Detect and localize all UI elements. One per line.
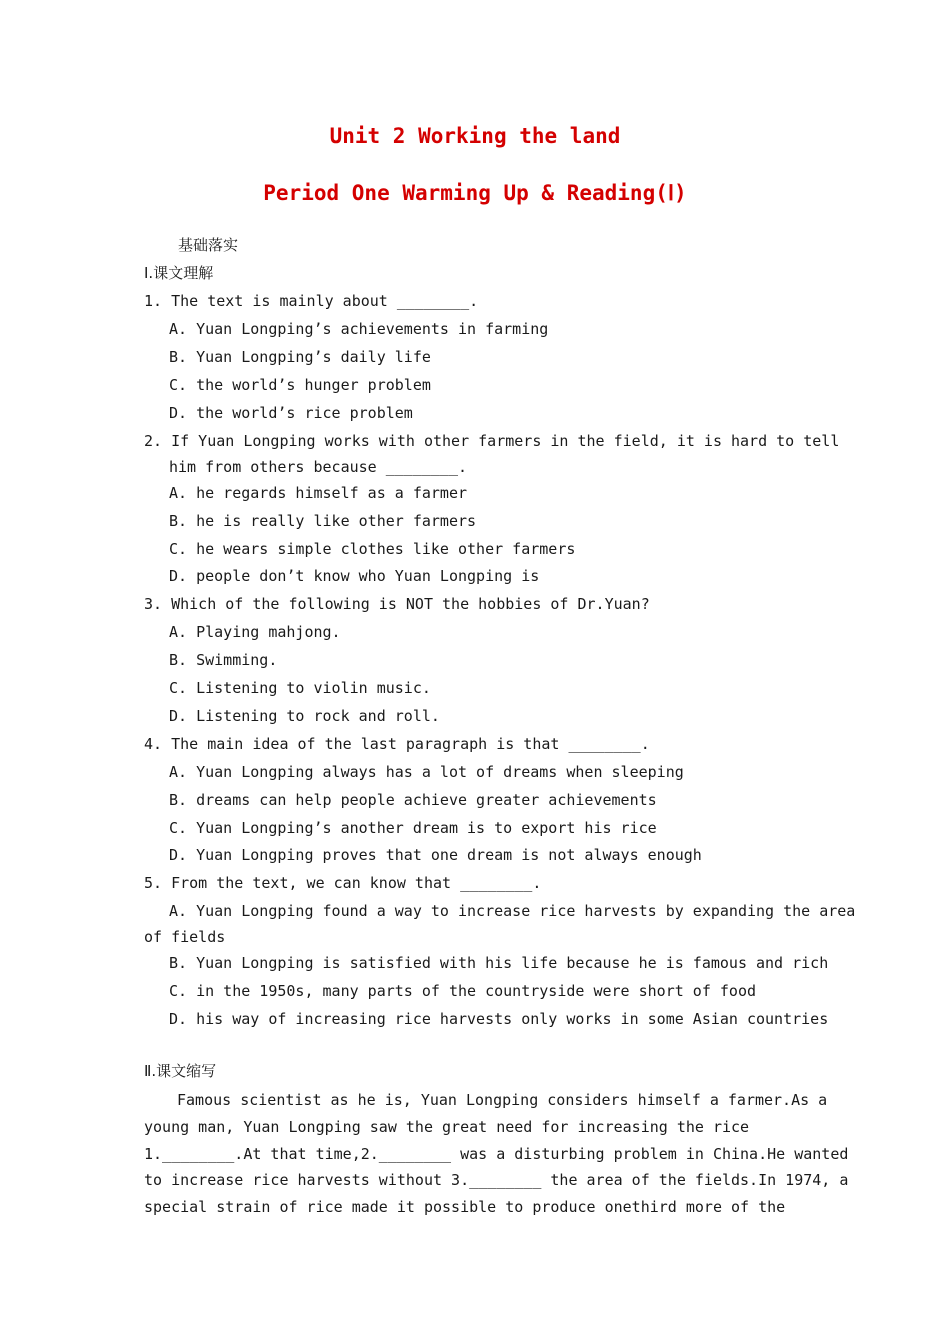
answer-option: D. Listening to rock and roll. xyxy=(169,707,440,725)
answer-option: A. Yuan Longping found a way to increase rice harvests by expanding the area xyxy=(169,902,856,920)
question-stem: 4. The main idea of the last paragraph is that ________. xyxy=(144,735,650,753)
answer-option: C. he wears simple clothes like other farmers xyxy=(169,540,576,558)
answer-option: D. Yuan Longping proves that one dream is not always enough xyxy=(169,846,702,864)
answer-option: B. dreams can help people achieve greater achievements xyxy=(169,791,657,809)
answer-option: D. the world’s rice problem xyxy=(169,404,413,422)
question-stem: 3. Which of the following is NOT the hobbies of Dr.Yuan? xyxy=(144,595,650,613)
summary-line: to increase rice harvests without 3.________ the area of the fields.In 1974, a xyxy=(144,1171,849,1189)
answer-option: D. people don’t know who Yuan Longping is xyxy=(169,567,540,585)
answer-option-continued: of fields xyxy=(144,928,226,946)
answer-option: D. his way of increasing rice harvests only works in some Asian countries xyxy=(169,1010,829,1028)
question-stem: 2. If Yuan Longping works with other farmers in the field, it is hard to tell xyxy=(144,432,840,450)
answer-option: B. Yuan Longping’s daily life xyxy=(169,348,431,366)
answer-option: B. he is really like other farmers xyxy=(169,512,477,530)
answer-option: A. he regards himself as a farmer xyxy=(169,484,468,502)
page-subtitle: Period One Warming Up & Reading(Ⅰ) xyxy=(263,181,687,205)
summary-line: young man, Yuan Longping saw the great need for increasing the rice xyxy=(144,1118,750,1136)
summary-line: special strain of rice made it possible to produce onethird more of the xyxy=(144,1198,786,1216)
section1-heading: Ⅰ.课文理解 xyxy=(144,264,214,282)
answer-option: B. Swimming. xyxy=(169,651,278,669)
answer-option: A. Playing mahjong. xyxy=(169,623,341,641)
answer-option: C. the world’s hunger problem xyxy=(169,376,431,394)
answer-option: C. Listening to violin music. xyxy=(169,679,431,697)
answer-option: A. Yuan Longping’s achievements in farming xyxy=(169,320,549,338)
answer-option: A. Yuan Longping always has a lot of dreams when sleeping xyxy=(169,763,684,781)
question-stem: 5. From the text, we can know that ________. xyxy=(144,874,542,892)
answer-option: C. in the 1950s, many parts of the countryside were short of food xyxy=(169,982,756,1000)
page-title: Unit 2 Working the land xyxy=(329,124,621,148)
question-stem: 1. The text is mainly about ________. xyxy=(144,292,479,310)
question-stem-continued: him from others because ________. xyxy=(169,458,468,476)
summary-line: 1.________.At that time,2.________ was a disturbing problem in China.He wanted xyxy=(144,1145,849,1163)
answer-option: B. Yuan Longping is satisfied with his life because he is famous and rich xyxy=(169,954,829,972)
answer-option: C. Yuan Longping’s another dream is to export his rice xyxy=(169,819,657,837)
summary-line: Famous scientist as he is, Yuan Longping considers himself a farmer.As a xyxy=(177,1091,828,1109)
section-basic-label: 基础落实 xyxy=(178,236,239,254)
section2-heading: Ⅱ.课文缩写 xyxy=(144,1062,217,1080)
